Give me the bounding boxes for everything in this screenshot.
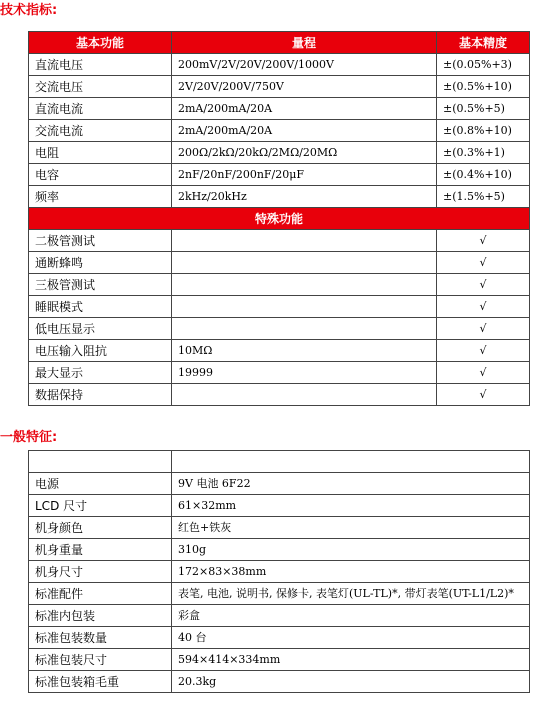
check-mark-cell: √	[437, 274, 530, 296]
property-value-cell: 20.3kg	[172, 671, 530, 693]
range-cell: 2nF/20nF/200nF/20μF	[172, 164, 437, 186]
property-name-cell: 标准包装箱毛重	[29, 671, 172, 693]
property-value-cell: 40 台	[172, 627, 530, 649]
range-cell: 200Ω/2kΩ/20kΩ/2MΩ/20MΩ	[172, 142, 437, 164]
table-row	[29, 76, 530, 98]
accuracy-cell: ±(0.8%+10)	[437, 120, 530, 142]
check-mark-cell: √	[437, 296, 530, 318]
value-cell	[172, 230, 437, 252]
table-row	[29, 583, 530, 605]
property-value-cell: 310g	[172, 539, 530, 561]
function-name-cell: 通断蜂鸣	[29, 252, 172, 274]
check-mark-cell: √	[437, 252, 530, 274]
special-header-row	[29, 208, 530, 230]
table-row	[29, 164, 530, 186]
tech-rows	[29, 54, 530, 208]
property-value-cell: 594×414×334mm	[172, 649, 530, 671]
property-value-cell: 彩盒	[172, 605, 530, 627]
value-cell: 19999	[172, 362, 437, 384]
property-name-cell: 标准包装数量	[29, 627, 172, 649]
check-mark-cell: √	[437, 362, 530, 384]
range-cell: 2V/20V/200V/750V	[172, 76, 437, 98]
table-row	[29, 627, 530, 649]
header-basic-function: 基本功能	[29, 32, 172, 54]
property-name-cell: LCD 尺寸	[29, 495, 172, 517]
table-row	[29, 539, 530, 561]
accuracy-cell: ±(0.5%+5)	[437, 98, 530, 120]
table-row	[29, 495, 530, 517]
table-row	[29, 98, 530, 120]
value-cell: 10MΩ	[172, 340, 437, 362]
special-functions-header: 特殊功能	[29, 208, 530, 230]
table-row	[29, 252, 530, 274]
function-name-cell: 三极管测试	[29, 274, 172, 296]
function-name-cell: 交流电压	[29, 76, 172, 98]
table-row	[29, 274, 530, 296]
property-value-cell: 9V 电池 6F22	[172, 473, 530, 495]
value-cell	[172, 318, 437, 340]
property-name-cell: 标准内包装	[29, 605, 172, 627]
general-features-title: 一般特征:	[0, 430, 58, 445]
range-cell: 2kHz/20kHz	[172, 186, 437, 208]
value-cell	[172, 252, 437, 274]
function-name-cell: 电阻	[29, 142, 172, 164]
property-name-cell: 机身尺寸	[29, 561, 172, 583]
property-name-cell: 标准配件	[29, 583, 172, 605]
check-mark-cell: √	[437, 340, 530, 362]
property-name-cell: 标准包装尺寸	[29, 649, 172, 671]
check-mark-cell: √	[437, 230, 530, 252]
function-name-cell: 睡眠模式	[29, 296, 172, 318]
table-row	[29, 649, 530, 671]
check-mark-cell: √	[437, 384, 530, 406]
check-mark-cell: √	[437, 318, 530, 340]
property-value-cell: 61×32mm	[172, 495, 530, 517]
property-value-cell: 表笔, 电池, 说明书, 保修卡, 表笔灯(UL-TL)*, 带灯表笔(UT-L1/L2)*	[172, 583, 530, 605]
table-row	[29, 605, 530, 627]
blank-cell	[29, 451, 172, 473]
property-name-cell: 机身颜色	[29, 517, 172, 539]
table-row	[29, 142, 530, 164]
table-row	[29, 561, 530, 583]
table-row	[29, 186, 530, 208]
range-cell: 2mA/200mA/20A	[172, 98, 437, 120]
table-row	[29, 473, 530, 495]
accuracy-cell: ±(0.5%+10)	[437, 76, 530, 98]
function-name-cell: 直流电压	[29, 54, 172, 76]
tech-specs-table	[28, 31, 530, 406]
special-rows	[29, 230, 530, 406]
table-row	[29, 230, 530, 252]
accuracy-cell: ±(1.5%+5)	[437, 186, 530, 208]
table-row	[29, 54, 530, 76]
accuracy-cell: ±(0.4%+10)	[437, 164, 530, 186]
table-row	[29, 120, 530, 142]
table-row	[29, 517, 530, 539]
table-row	[29, 671, 530, 693]
tech-header-row	[29, 32, 530, 54]
value-cell	[172, 384, 437, 406]
property-name-cell: 电源	[29, 473, 172, 495]
value-cell	[172, 296, 437, 318]
function-name-cell: 低电压显示	[29, 318, 172, 340]
property-value-cell: 红色+铁灰	[172, 517, 530, 539]
table-row	[29, 318, 530, 340]
function-name-cell: 电容	[29, 164, 172, 186]
property-value-cell: 172×83×38mm	[172, 561, 530, 583]
value-cell	[172, 274, 437, 296]
general-rows	[29, 473, 530, 693]
function-name-cell: 频率	[29, 186, 172, 208]
table-row	[29, 384, 530, 406]
header-range: 量程	[172, 32, 437, 54]
function-name-cell: 直流电流	[29, 98, 172, 120]
accuracy-cell: ±(0.05%+3)	[437, 54, 530, 76]
blank-cell	[172, 451, 530, 473]
function-name-cell: 数据保持	[29, 384, 172, 406]
general-features-table	[28, 450, 530, 693]
blank-row	[29, 451, 530, 473]
table-row	[29, 362, 530, 384]
header-accuracy: 基本精度	[437, 32, 530, 54]
tech-specs-title: 技术指标:	[0, 3, 58, 18]
function-name-cell: 最大显示	[29, 362, 172, 384]
range-cell: 2mA/200mA/20A	[172, 120, 437, 142]
table-row	[29, 296, 530, 318]
range-cell: 200mV/2V/20V/200V/1000V	[172, 54, 437, 76]
function-name-cell: 二极管测试	[29, 230, 172, 252]
function-name-cell: 交流电流	[29, 120, 172, 142]
table-row	[29, 340, 530, 362]
function-name-cell: 电压输入阻抗	[29, 340, 172, 362]
accuracy-cell: ±(0.3%+1)	[437, 142, 530, 164]
property-name-cell: 机身重量	[29, 539, 172, 561]
